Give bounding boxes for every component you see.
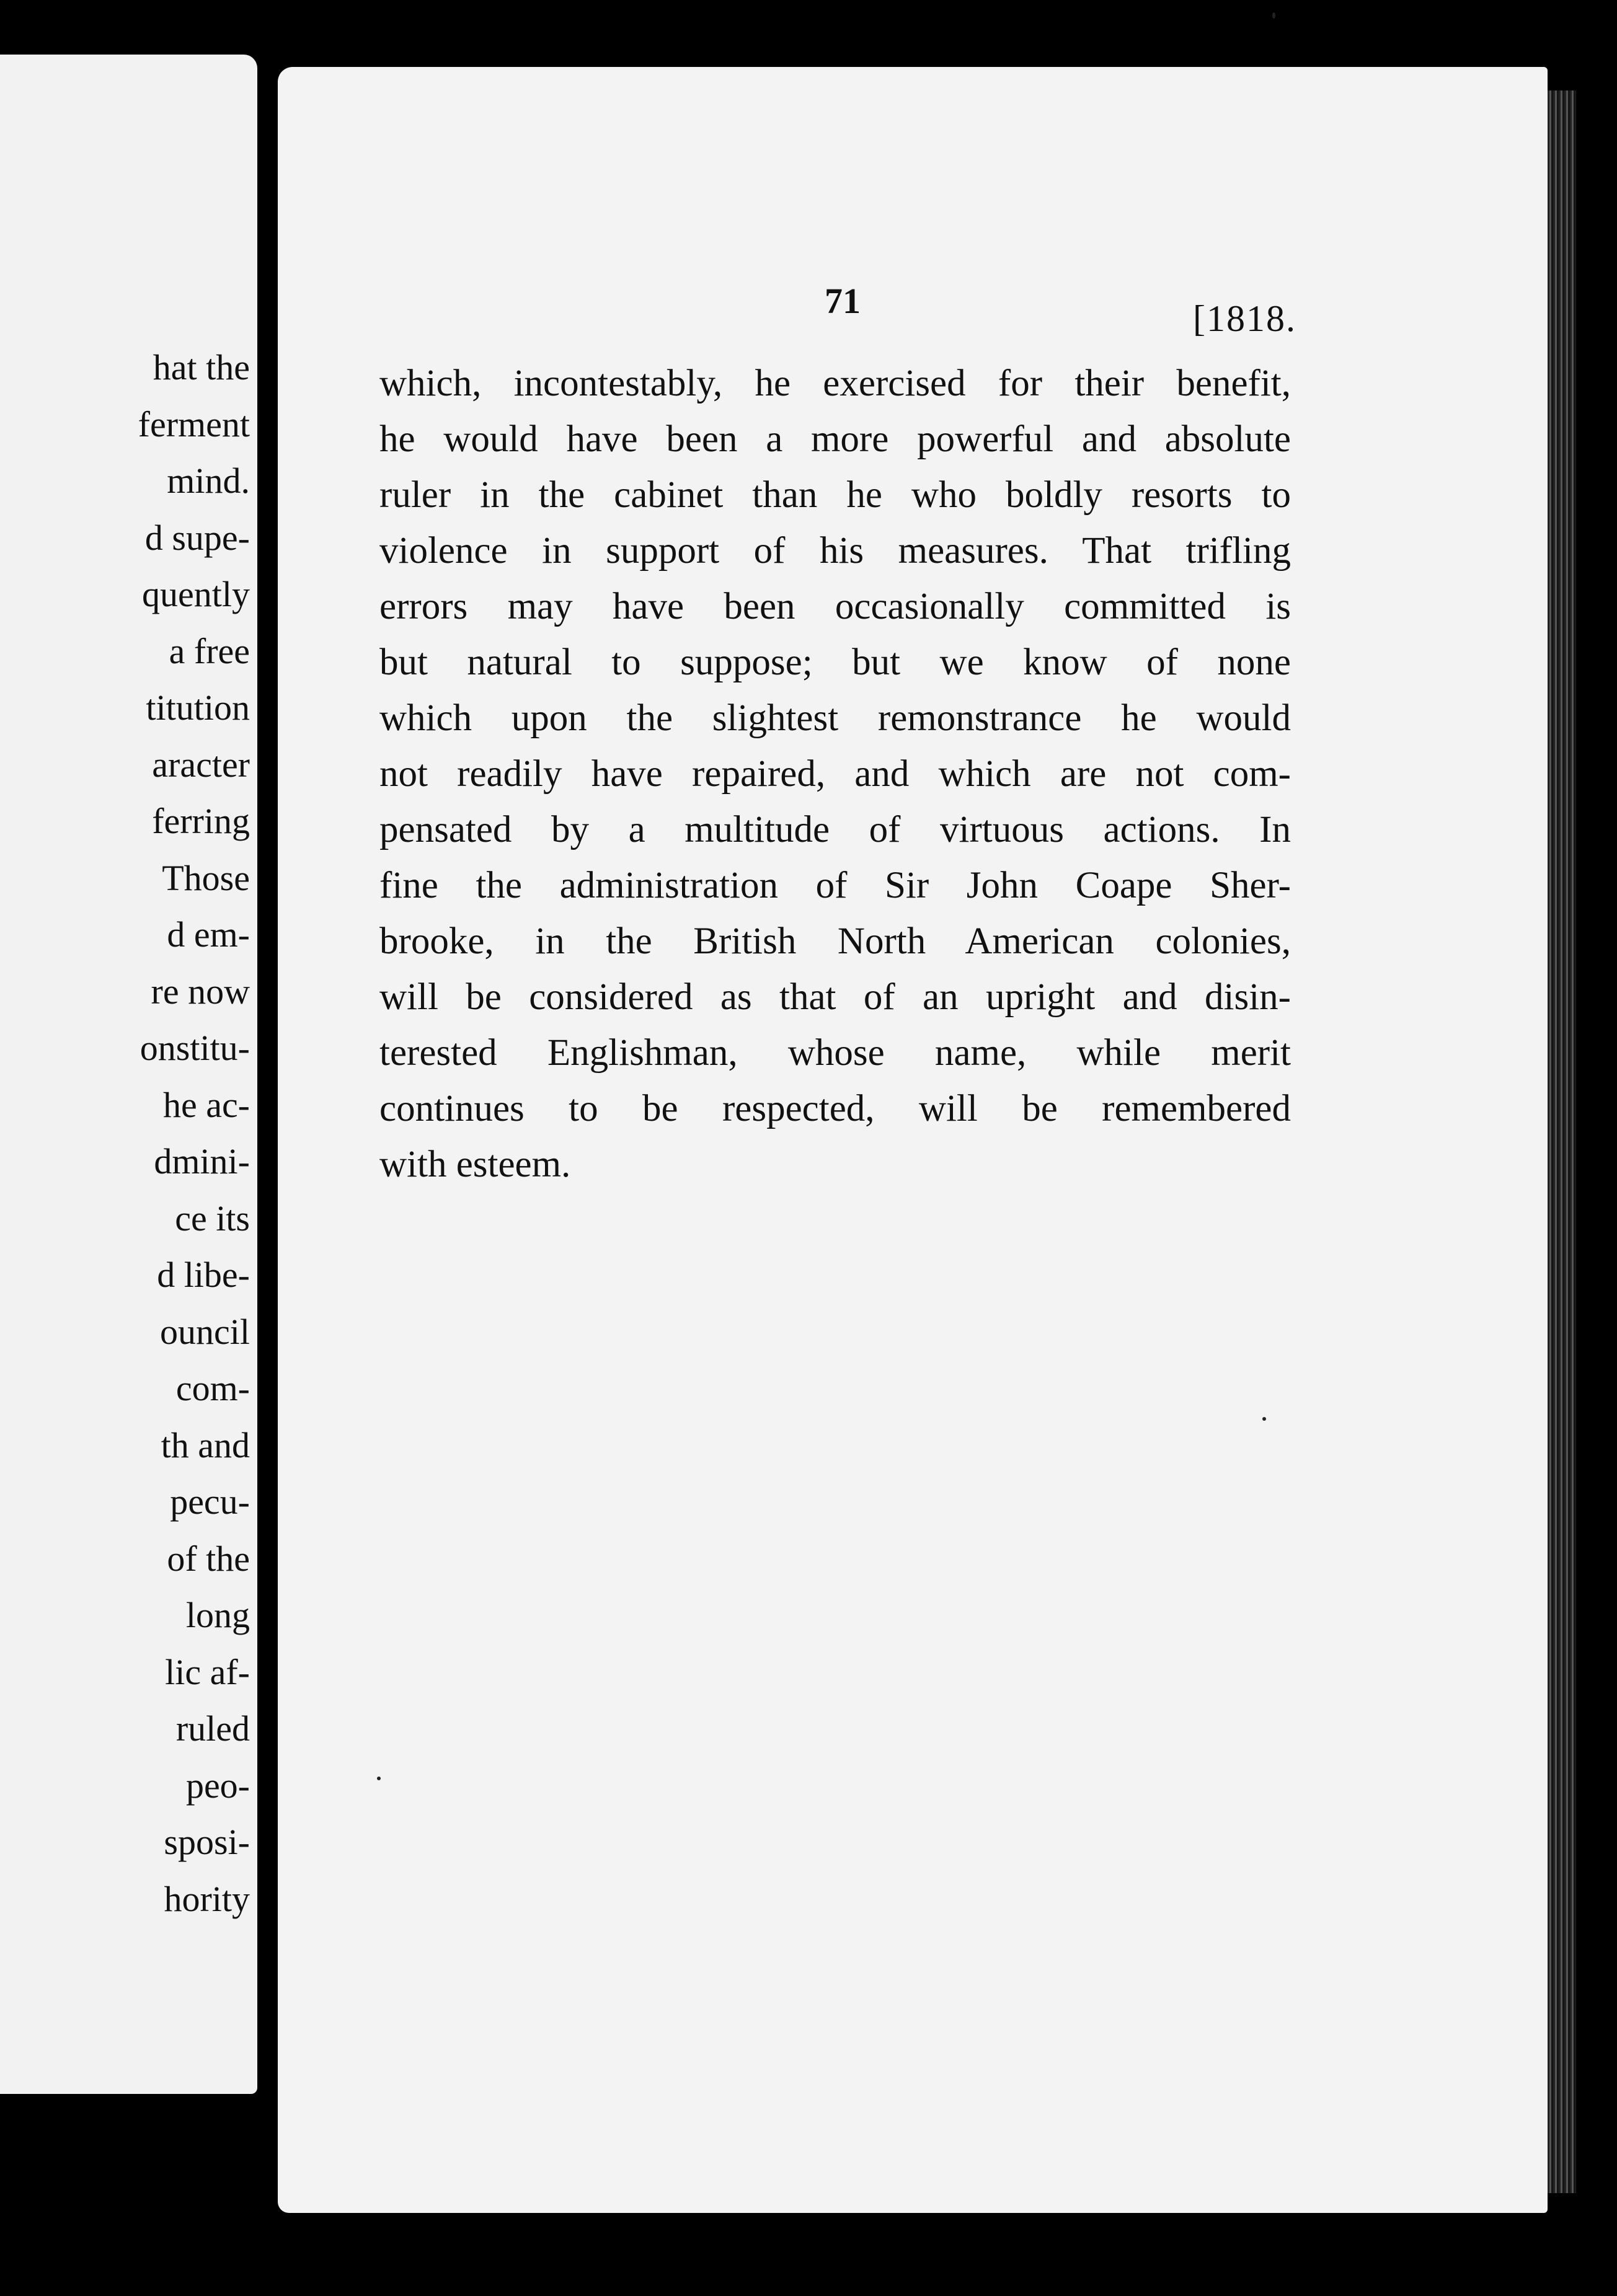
left-page-line: onstitu- [140,1028,250,1068]
body-text-line: he would have been a more powerful and absolute [379,418,1291,460]
speck [377,1777,381,1780]
body-text-line: ruler in the cabinet than he who boldly resorts to [379,474,1291,516]
left-page-line: a free [169,630,250,671]
left-page-line: re now [151,971,250,1012]
left-page-line: th and [161,1424,250,1465]
left-page-line: sposi- [164,1822,250,1862]
left-page-line: peo- [185,1765,250,1806]
left-page-line: of the [167,1538,250,1579]
left-page-line: ferment [138,404,250,444]
body-text-line: which upon the slightest remonstrance he would [379,697,1291,739]
left-page-line: ouncil [160,1311,250,1352]
left-page-line: mind. [167,461,250,501]
left-page-line: Those [162,857,250,898]
left-page-line: he ac- [162,1084,250,1125]
running-head: [1818. [1193,298,1296,339]
left-page-line: ferring [152,801,250,841]
left-page-line: com- [175,1368,250,1408]
left-page-line: lic af- [165,1651,250,1692]
left-page-line: d libe- [157,1255,250,1295]
body-text-line: pensated by a multitude of virtuous actions. In [379,809,1291,850]
left-facing-page [0,55,257,2094]
body-text-line: which, incontestably, he exercised for their benefit, [379,363,1291,404]
left-page-line: quently [142,574,250,614]
speck [1272,12,1275,19]
left-page-line: d em- [167,914,250,955]
left-page-line: ce its [175,1198,250,1239]
body-text-line: errors may have been occasionally committed is [379,586,1291,627]
body-text-line: not readily have repaired, and which are not com- [379,753,1291,795]
left-page-line: dmini- [154,1141,250,1181]
body-text-line: continues to be respected, will be remembered [379,1088,1291,1129]
left-page-line: hat the [153,347,250,387]
body-text-line: will be considered as that of an upright and disin- [379,976,1291,1018]
left-page-line: long [185,1595,250,1635]
left-page-line: aracter [152,744,250,785]
page-edge [1548,91,1576,2193]
page-number: 71 [825,281,861,321]
left-page-line: pecu- [170,1481,250,1522]
body-text-line: terested Englishman, whose name, while merit [379,1032,1291,1074]
body-text-line: fine the administration of Sir John Coape Sher- [379,865,1291,906]
left-page-line: ruled [175,1708,250,1749]
body-text [379,356,1291,1193]
left-page-line: titution [146,687,250,728]
speck [1262,1417,1266,1421]
body-text-line: but natural to suppose; but we know of none [379,642,1291,683]
left-page-line: hority [164,1878,250,1919]
body-text-line: brooke, in the British North American colonies, [379,921,1291,962]
left-page-line: d supe- [144,517,250,558]
body-text-line: with esteem. [379,1144,571,1185]
body-text-line: violence in support of his measures. That trifling [379,530,1291,572]
